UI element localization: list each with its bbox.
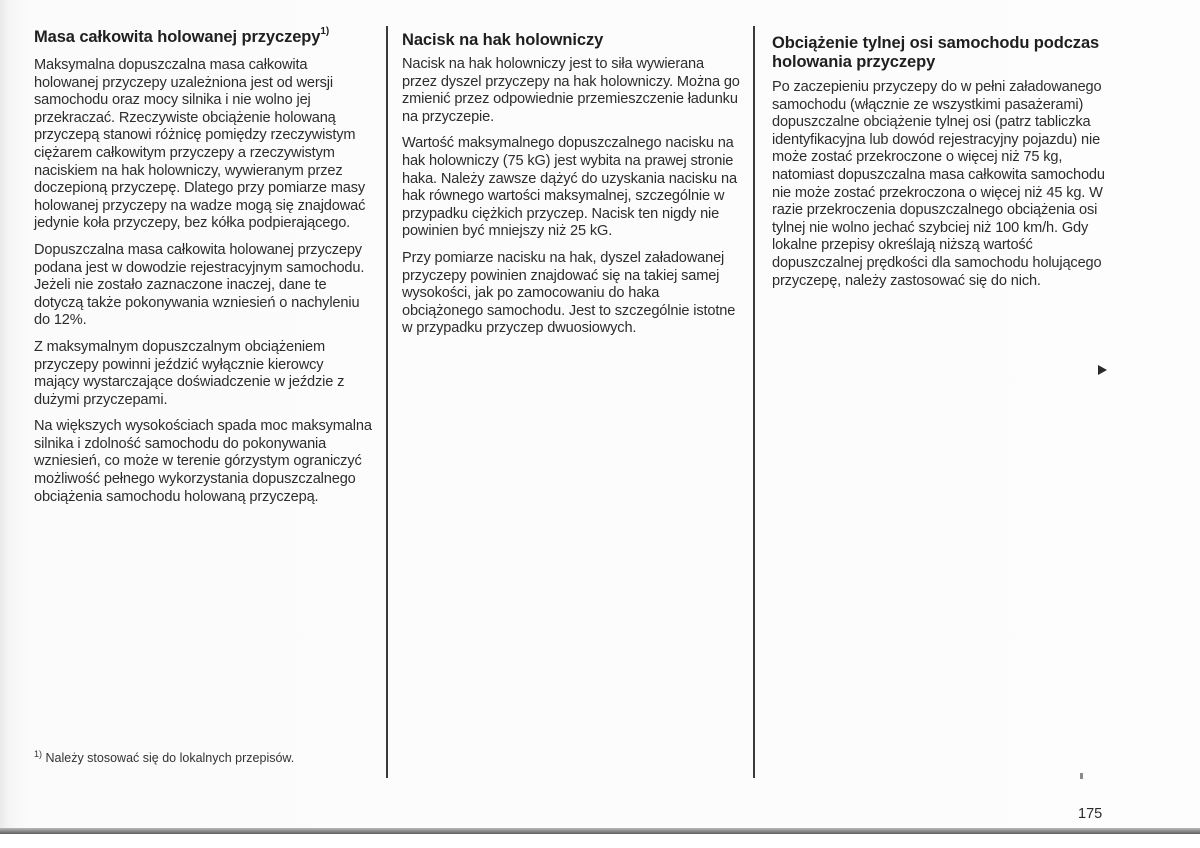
paragraph: Nacisk na hak holowniczy jest to siła wywierana przez dyszel przyczepy na hak holowniczy. Można go zmienić przez odpowiednie przemieszczenie ładunku na przyczepie. <box>402 56 740 125</box>
paragraph: Dopuszczalna masa całkowita holowanej przyczepy podana jest w dowodzie rejestracyjnym samochodu. Jeżeli nie zostało zaznaczone inaczej, dane te dotyczą także pokonywania wzniesień o nachyleniu do 12%. <box>34 241 365 329</box>
column-trailer-total-mass <box>34 28 372 515</box>
paragraph: Na większych wysokościach spada moc maksymalna silnika i zdolność samochodu do pokonywania wzniesień, co może w terenie górzystym ograniczyć możliwość pełnego wykorzystania dopuszczalnego obciążenia samochodu holowaną przyczepą. <box>34 418 372 505</box>
column-towbar-load <box>402 31 742 347</box>
footnote-marker: 1) <box>34 749 43 759</box>
heading-text: Masa całkowita holowanej przyczepy <box>34 28 321 46</box>
column-rear-axle-load <box>772 34 1112 290</box>
column-divider <box>386 26 388 778</box>
heading-rear-axle-load: Obciążenie tylnej osi samochodu podczas holowania przyczepy <box>772 34 1100 71</box>
heading-towbar-load: Nacisk na hak holowniczy <box>402 31 604 49</box>
footnote-text: Należy stosować się do lokalnych przepisów. <box>45 751 295 765</box>
background-below-page <box>0 834 1200 848</box>
paragraph: Z maksymalnym dopuszczalnym obciążeniem przyczepy powinni jeździć wyłącznie kierowcy mający wystarczające doświadczenie w jeździe z dużymi przyczepami. <box>34 338 345 408</box>
column-divider <box>753 26 755 778</box>
footnote <box>34 750 374 766</box>
heading-trailer-total-mass <box>34 28 372 47</box>
footnote-ref: 1) <box>320 26 330 37</box>
paragraph: Maksymalna dopuszczalna masa całkowita holowanej przyczepy uzależniona jest od wersji samochodu oraz mocy silnika i nie wolno jej przekraczać. Rzeczywiste obciążenie holowaną przyczepą stanowi różnicę pomiędzy rzeczywistym ciężarem całkowitym przyczepy a rzeczywistym naciskiem na hak holowniczy, wywieranym przez doczepioną przyczepę. Dlatego przy pomiarze masy holowanej przyczepy na wadze mogą się znajdować jedynie koła przyczepy, bez kółka podpierającego. <box>34 57 366 232</box>
continue-arrow-icon <box>1098 365 1107 375</box>
paragraph: Wartość maksymalnego dopuszczalnego nacisku na hak holowniczy (75 kG) jest wybita na prawej stronie haka. Należy zawsze dążyć do uzyskania nacisku na hak równego wartości maksymalnej, szczególnie w przypadku ciężkich przyczep. Nacisk ten nigdy nie powinien być mniejszy niż 25 kG. <box>402 135 737 240</box>
page-number: 175 <box>1078 806 1103 822</box>
paragraph: Po zaczepieniu przyczepy do w pełni załadowanego samochodu (włącznie ze wszystkimi pasażerami) dopuszczalne obciążenie tylnej osi (patrz tabliczka identyfikacyjna lub dowód rejestracyjny pojazdu) nie może zostać przekroczone o więcej niż 75 kg, natomiast dopuszczalna masa całkowita samochodu nie może zostać przekroczona o więcej niż 45 kg. W razie przekroczenia dopuszczalnego obciążenia osi tylnej nie wolno jechać szybciej niż 100 km/h. Gdy lokalne przepisy określają niższą wartość dopuszczalnej prędkości dla samochodu holującego przyczepę, należy zastosować się do nich. <box>772 79 1105 289</box>
paragraph: Przy pomiarze nacisku na hak, dyszel załadowanej przyczepy powinien znajdować się na takiej samej wysokości, jak po zamocowaniu do haka obciążonego samochodu. Jest to szczególnie istotne w przypadku przyczep dwuosiowych. <box>402 249 736 337</box>
print-mark <box>1080 773 1083 779</box>
